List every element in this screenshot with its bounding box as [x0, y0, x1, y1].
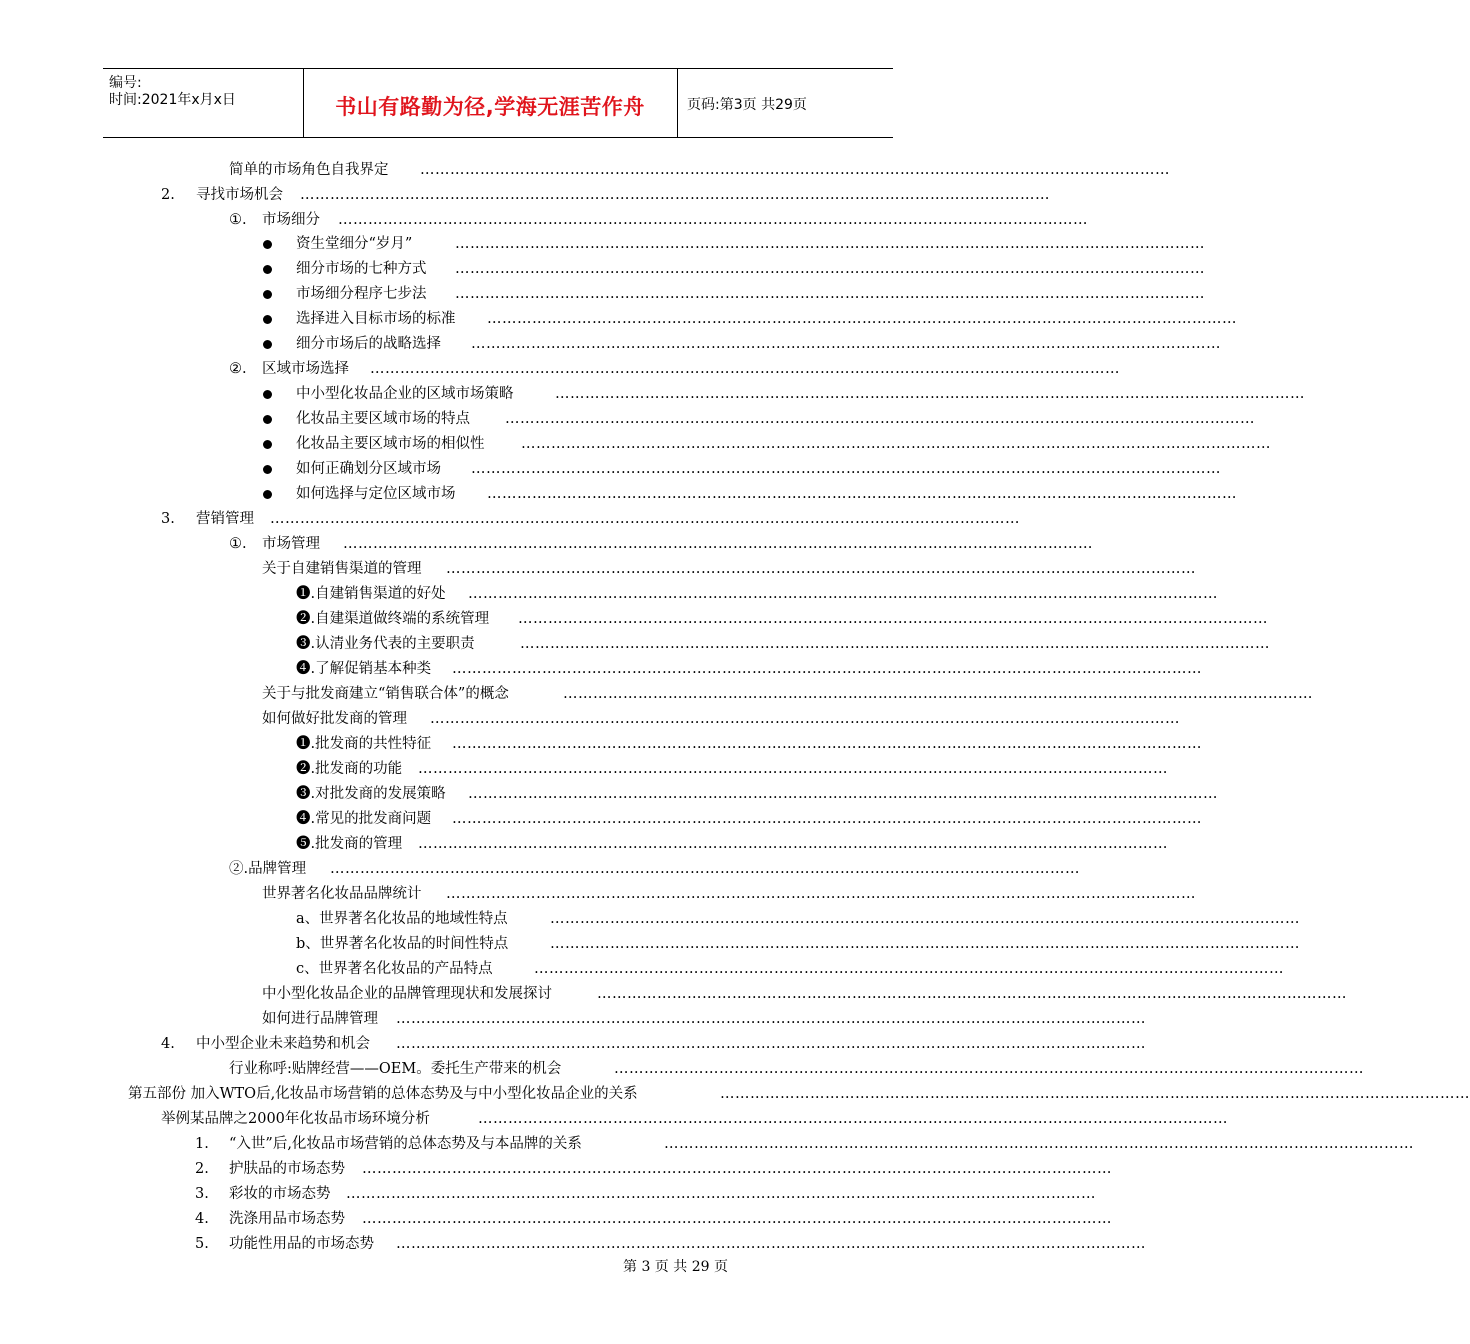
toc-leader-dots: ……………………………………………………………………………………………………………………………………: [300, 187, 1050, 203]
toc-entry-number: ①.: [229, 212, 247, 228]
toc-entry-title: 中小型化妆品企业的品牌管理现状和发展探讨: [262, 986, 552, 1002]
toc-entry-title: a、世界著名化妆品的地域性特点: [296, 911, 508, 927]
toc-entry-title: ❹.常见的批发商问题: [296, 811, 432, 827]
toc-entry: [0, 532, 1093, 556]
toc-entry-title: 中小型企业未来趋势和机会: [196, 1036, 370, 1052]
bullet-icon: [263, 240, 272, 249]
toc-entry-title: 细分市场后的战略选择: [296, 336, 441, 352]
toc-entry-title: 市场细分: [262, 212, 320, 228]
toc-entry-title: 彩妆的市场态势: [229, 1186, 331, 1202]
toc-entry-title: 如何进行品牌管理: [262, 1011, 378, 1027]
toc-leader-dots: ……………………………………………………………………………………………………………………………………: [446, 886, 1196, 902]
toc-leader-dots: ……………………………………………………………………………………………………………………………………: [471, 461, 1221, 477]
toc-entry: [0, 907, 1300, 931]
toc-leader-dots: ……………………………………………………………………………………………………………………………………: [455, 286, 1205, 302]
toc-entry-title: 第五部份 加入WTO后,化妆品市场营销的总体态势及与中小型化妆品企业的关系: [128, 1086, 638, 1102]
toc-leader-dots: ……………………………………………………………………………………………………………………………………: [468, 586, 1218, 602]
toc-entry: [0, 183, 1050, 207]
toc-leader-dots: ……………………………………………………………………………………………………………………………………: [418, 836, 1168, 852]
toc-leader-dots: ……………………………………………………………………………………………………………………………………: [720, 1086, 1470, 1102]
toc-leader-dots: ……………………………………………………………………………………………………………………………………: [550, 936, 1300, 952]
toc-entry-title: 选择进入目标市场的标准: [296, 311, 456, 327]
toc-leader-dots: ……………………………………………………………………………………………………………………………………: [563, 686, 1313, 702]
toc-entry: [0, 857, 1080, 881]
toc-entry-title: 化妆品主要区域市场的特点: [296, 411, 470, 427]
toc-entry-title: 关于与批发商建立“销售联合体”的概念: [262, 686, 509, 702]
toc-entry-number: 1.: [195, 1136, 209, 1152]
toc-entry: [0, 257, 1205, 281]
toc-leader-dots: ……………………………………………………………………………………………………………………………………: [614, 1061, 1364, 1077]
toc-entry: [0, 832, 1168, 856]
toc-entry-title: c、世界著名化妆品的产品特点: [296, 961, 493, 977]
toc-entry: [0, 682, 1313, 706]
toc-entry-title: b、世界著名化妆品的时间性特点: [296, 936, 509, 952]
toc-entry: [0, 158, 1170, 182]
toc-entry: [0, 982, 1347, 1006]
toc-entry-title: 关于自建销售渠道的管理: [262, 561, 422, 577]
toc-entry-title: 简单的市场角色自我界定: [229, 162, 389, 178]
toc-leader-dots: ……………………………………………………………………………………………………………………………………: [452, 736, 1202, 752]
toc-leader-dots: ……………………………………………………………………………………………………………………………………: [455, 261, 1205, 277]
toc-leader-dots: ……………………………………………………………………………………………………………………………………: [520, 636, 1270, 652]
toc-entry: [0, 208, 1088, 232]
toc-entry: [0, 1082, 1470, 1106]
toc-leader-dots: ……………………………………………………………………………………………………………………………………: [362, 1211, 1112, 1227]
toc-entry-title: 护肤品的市场态势: [229, 1161, 345, 1177]
toc-entry-number: 4.: [161, 1036, 175, 1052]
toc-leader-dots: ……………………………………………………………………………………………………………………………………: [396, 1011, 1146, 1027]
toc-leader-dots: ……………………………………………………………………………………………………………………………………: [343, 536, 1093, 552]
toc-entry: [0, 882, 1196, 906]
toc-entry: [0, 632, 1270, 656]
toc-entry-number: 2.: [195, 1161, 209, 1177]
toc-entry-title: 功能性用品的市场态势: [229, 1236, 374, 1252]
toc-entry: [0, 232, 1205, 256]
toc-entry: [0, 507, 1020, 531]
toc-leader-dots: ……………………………………………………………………………………………………………………………………: [452, 811, 1202, 827]
toc-entry-title: ❸.认清业务代表的主要职责: [296, 636, 475, 652]
toc-entry: [0, 582, 1218, 606]
toc-entry-title: 化妆品主要区域市场的相似性: [296, 436, 485, 452]
toc-leader-dots: ……………………………………………………………………………………………………………………………………: [534, 961, 1284, 977]
toc-entry-title: 如何正确划分区域市场: [296, 461, 441, 477]
toc-leader-dots: ……………………………………………………………………………………………………………………………………: [446, 561, 1196, 577]
toc-entry-title: 营销管理: [196, 511, 254, 527]
toc-entry-number: 5.: [195, 1236, 209, 1252]
toc-entry: [0, 407, 1255, 431]
toc-leader-dots: ……………………………………………………………………………………………………………………………………: [346, 1186, 1096, 1202]
toc-entry-number: 3.: [161, 511, 175, 527]
toc-leader-dots: ……………………………………………………………………………………………………………………………………: [330, 861, 1080, 877]
code-label: 编号:: [109, 75, 142, 91]
toc-leader-dots: ……………………………………………………………………………………………………………………………………: [468, 786, 1218, 802]
toc-entry: [0, 382, 1305, 406]
toc-leader-dots: ……………………………………………………………………………………………………………………………………: [550, 911, 1300, 927]
page-footer: 第 3 页 共 29 页: [623, 1259, 728, 1275]
toc-entry-title: ❶.自建销售渠道的好处: [296, 586, 446, 602]
bullet-icon: [263, 315, 272, 324]
toc-entry: [0, 332, 1221, 356]
toc-leader-dots: ……………………………………………………………………………………………………………………………………: [452, 661, 1202, 677]
toc-entry: [0, 932, 1300, 956]
toc-leader-dots: ……………………………………………………………………………………………………………………………………: [370, 361, 1120, 377]
toc-leader-dots: ……………………………………………………………………………………………………………………………………: [430, 711, 1180, 727]
toc-entry: [0, 1182, 1096, 1206]
header-divider: [677, 69, 678, 137]
toc-entry: [0, 707, 1180, 731]
bullet-icon: [263, 465, 272, 474]
toc-leader-dots: ……………………………………………………………………………………………………………………………………: [420, 162, 1170, 178]
toc-entry: [0, 957, 1284, 981]
toc-entry-title: ❹.了解促销基本种类: [296, 661, 432, 677]
toc-entry-title: ②.品牌管理: [229, 861, 307, 877]
toc-leader-dots: ……………………………………………………………………………………………………………………………………: [555, 386, 1305, 402]
toc-entry-title: 世界著名化妆品品牌统计: [262, 886, 422, 902]
bullet-icon: [263, 265, 272, 274]
toc-entry-number: 3.: [195, 1186, 209, 1202]
toc-leader-dots: ……………………………………………………………………………………………………………………………………: [418, 761, 1168, 777]
toc-entry-title: 洗涤用品市场态势: [229, 1211, 345, 1227]
toc-entry: [0, 1007, 1146, 1031]
toc-leader-dots: ……………………………………………………………………………………………………………………………………: [487, 486, 1237, 502]
bullet-icon: [263, 415, 272, 424]
toc-entry-title: ❺.批发商的管理: [296, 836, 403, 852]
bullet-icon: [263, 390, 272, 399]
toc-leader-dots: ……………………………………………………………………………………………………………………………………: [664, 1136, 1414, 1152]
toc-entry: [0, 607, 1268, 631]
toc-entry: [0, 1032, 1146, 1056]
toc-entry: [0, 757, 1168, 781]
toc-leader-dots: ……………………………………………………………………………………………………………………………………: [518, 611, 1268, 627]
toc-leader-dots: ……………………………………………………………………………………………………………………………………: [362, 1161, 1112, 1177]
toc-leader-dots: ……………………………………………………………………………………………………………………………………: [597, 986, 1347, 1002]
bullet-icon: [263, 340, 272, 349]
toc-entry-number: ①.: [229, 536, 247, 552]
toc-entry-title: ❸.对批发商的发展策略: [296, 786, 446, 802]
date-label: 时间:2021年x月x日: [109, 92, 236, 108]
bullet-icon: [263, 440, 272, 449]
toc-leader-dots: ……………………………………………………………………………………………………………………………………: [338, 212, 1088, 228]
toc-entry: [0, 782, 1218, 806]
toc-entry-title: 区域市场选择: [262, 361, 349, 377]
toc-leader-dots: ……………………………………………………………………………………………………………………………………: [270, 511, 1020, 527]
toc-entry-title: ❷.自建渠道做终端的系统管理: [296, 611, 490, 627]
toc-entry: [0, 482, 1237, 506]
toc-entry: [0, 807, 1202, 831]
toc-entry-title: 行业称呼:贴牌经营——OEM。委托生产带来的机会: [229, 1061, 562, 1077]
toc-entry: [0, 282, 1205, 306]
toc-entry: [0, 1232, 1146, 1256]
page-header: [103, 68, 893, 138]
toc-entry-title: 市场细分程序七步法: [296, 286, 427, 302]
toc-entry: [0, 357, 1120, 381]
toc-entry-title: 中小型化妆品企业的区域市场策略: [296, 386, 514, 402]
header-page-info: 页码:第3页 共29页: [687, 97, 807, 113]
bullet-icon: [263, 490, 272, 499]
toc-leader-dots: ……………………………………………………………………………………………………………………………………: [487, 311, 1237, 327]
toc-entry: [0, 657, 1202, 681]
toc-entry-title: 资生堂细分“岁月”: [296, 236, 413, 252]
toc-entry-number: 4.: [195, 1211, 209, 1227]
toc-entry: [0, 1207, 1112, 1231]
toc-entry-number: 2.: [161, 187, 175, 203]
header-meta: [109, 75, 236, 109]
toc-entry: [0, 307, 1237, 331]
toc-leader-dots: ……………………………………………………………………………………………………………………………………: [505, 411, 1255, 427]
toc-leader-dots: ……………………………………………………………………………………………………………………………………: [478, 1111, 1228, 1127]
toc-entry-title: 如何做好批发商的管理: [262, 711, 407, 727]
toc-leader-dots: ……………………………………………………………………………………………………………………………………: [396, 1036, 1146, 1052]
toc-entry-title: 寻找市场机会: [196, 187, 283, 203]
toc-leader-dots: ……………………………………………………………………………………………………………………………………: [521, 436, 1271, 452]
toc-entry: [0, 1107, 1228, 1131]
bullet-icon: [263, 290, 272, 299]
toc-entry-title: 市场管理: [262, 536, 320, 552]
toc-entry-number: ②.: [229, 361, 247, 377]
toc-entry: [0, 1132, 1414, 1156]
toc-entry-title: “入世”后,化妆品市场营销的总体态势及与本品牌的关系: [229, 1136, 582, 1152]
toc-entry-title: ❶.批发商的共性特征: [296, 736, 432, 752]
header-motto: 书山有路勤为径,学海无涯苦作舟: [335, 95, 645, 119]
toc-entry-title: 如何选择与定位区域市场: [296, 486, 456, 502]
toc-leader-dots: ……………………………………………………………………………………………………………………………………: [471, 336, 1221, 352]
toc-entry-title: ❷.批发商的功能: [296, 761, 403, 777]
toc-entry-title: 细分市场的七种方式: [296, 261, 427, 277]
toc-entry-title: 举例某品牌之2000年化妆品市场环境分析: [161, 1111, 430, 1127]
toc-entry: [0, 1057, 1364, 1081]
toc-entry: [0, 457, 1221, 481]
toc-entry: [0, 557, 1196, 581]
toc-entry: [0, 732, 1202, 756]
toc-leader-dots: ……………………………………………………………………………………………………………………………………: [396, 1236, 1146, 1252]
toc-entry: [0, 1157, 1112, 1181]
toc-entry: [0, 432, 1271, 456]
toc-leader-dots: ……………………………………………………………………………………………………………………………………: [455, 236, 1205, 252]
